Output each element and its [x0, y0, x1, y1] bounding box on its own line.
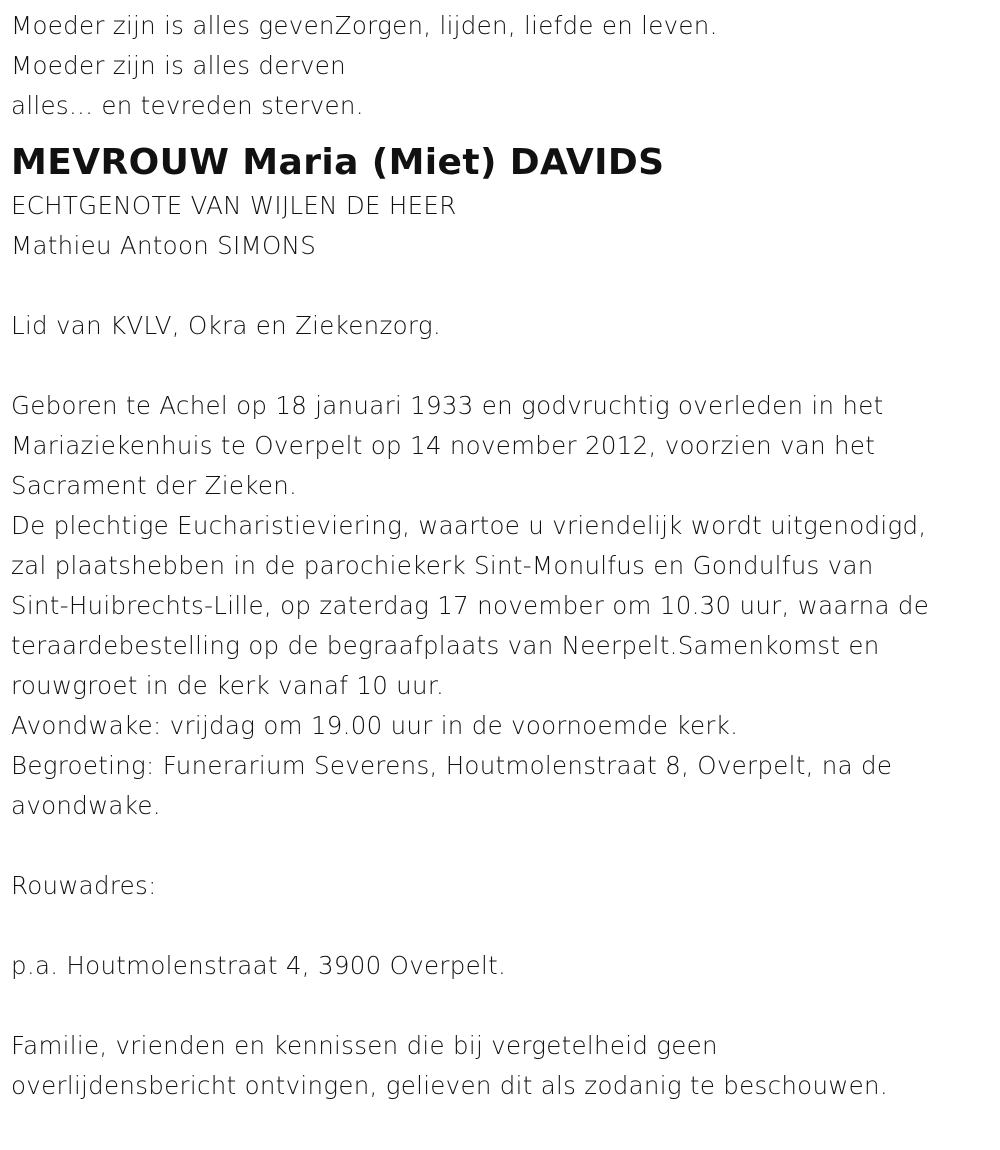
poem-line: Moeder zijn is alles derven	[11, 51, 346, 80]
spouse-name: Mathieu Antoon SIMONS	[11, 231, 317, 260]
spacer	[11, 826, 996, 866]
announcement-line: De plechtige Eucharistieviering, waartoe u vriendelijk wordt uitgenodigd,	[11, 511, 927, 540]
poem-line: Moeder zijn is alles gevenZorgen, lijden, liefde en leven.	[11, 11, 718, 40]
announcement-line: avondwake.	[11, 791, 161, 820]
announcement-body	[11, 386, 996, 826]
closing-note	[11, 1026, 996, 1106]
announcement-line: teraardebestelling op de begraafplaats van Neerpelt.Samenkomst en	[11, 631, 880, 660]
announcement-line: rouwgroet in de kerk vanaf 10 uur.	[11, 671, 445, 700]
mourning-address: p.a. Houtmolenstraat 4, 3900 Overpelt.	[11, 951, 507, 980]
announcement-line: Sacrament der Zieken.	[11, 471, 298, 500]
announcement-line: zal plaatshebben in de parochiekerk Sint-Monulfus en Gondulfus van	[11, 551, 874, 580]
poem	[11, 6, 996, 126]
obituary-document	[11, 6, 996, 1106]
poem-line: alles... en tevreden sterven.	[11, 91, 364, 120]
membership-text: Lid van KVLV, Okra en Ziekenzorg.	[11, 311, 441, 340]
announcement-line: Mariaziekenhuis te Overpelt op 14 november 2012, voorzien van het	[11, 431, 876, 460]
announcement-line: Geboren te Achel op 18 januari 1933 en godvruchtig overleden in het	[11, 391, 884, 420]
spouse-title: ECHTGENOTE VAN WIJLEN DE HEER	[11, 191, 457, 220]
spacer	[11, 346, 996, 386]
mourning-address-label: Rouwadres:	[11, 871, 157, 900]
spacer	[11, 986, 996, 1026]
announcement-line: Begroeting: Funerarium Severens, Houtmolenstraat 8, Overpelt, na de	[11, 751, 893, 780]
spacer	[11, 906, 996, 946]
deceased-name: MEVROUW Maria (Miet) DAVIDS	[11, 142, 665, 183]
closing-line: overlijdensbericht ontvingen, gelieven dit als zodanig te beschouwen.	[11, 1071, 888, 1100]
spacer	[11, 266, 996, 306]
closing-line: Familie, vrienden en kennissen die bij vergetelheid geen	[11, 1031, 718, 1060]
announcement-line: Avondwake: vrijdag om 19.00 uur in de voornoemde kerk.	[11, 711, 739, 740]
announcement-line: Sint-Huibrechts-Lille, op zaterdag 17 november om 10.30 uur, waarna de	[11, 591, 930, 620]
